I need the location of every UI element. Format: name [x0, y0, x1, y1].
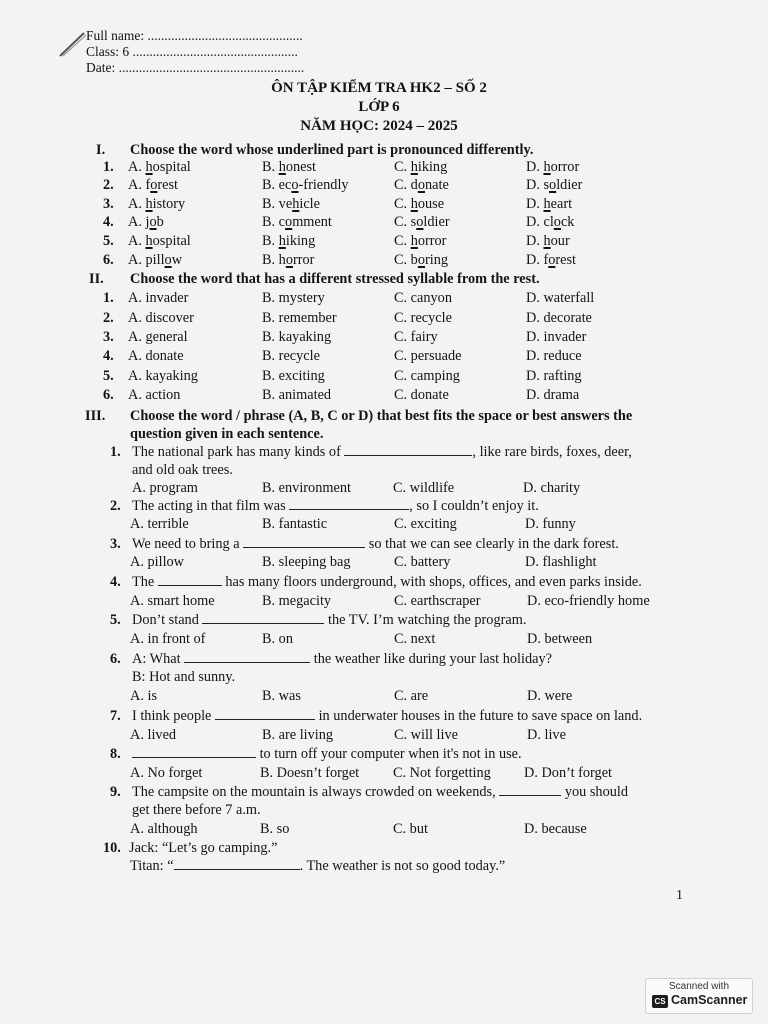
option-text: w	[171, 252, 183, 268]
option-text: ck	[560, 214, 575, 230]
pen-stroke-mark	[58, 30, 88, 58]
option-text: A.	[128, 233, 146, 249]
underlined-part: h	[543, 159, 551, 175]
option-b[interactable]: B. Doesn’t forget	[260, 765, 360, 781]
option-d[interactable]: D. between	[527, 631, 593, 647]
class-line: Class: 6 .................................................	[86, 44, 298, 59]
section-3-heading	[85, 407, 632, 425]
option-text: C. b	[394, 252, 418, 268]
option-c[interactable]: C. recycle	[394, 310, 452, 326]
section-1-number: I.	[96, 142, 106, 158]
option-d[interactable]	[526, 232, 570, 250]
option-text: C. s	[394, 214, 417, 230]
section-2-instruction: Choose the word that has a different stressed syllable from the rest.	[130, 271, 540, 287]
item-number: 5.	[103, 368, 114, 384]
option-a[interactable]: A. kayaking	[128, 368, 198, 384]
option-text: rror	[293, 252, 315, 268]
option-b[interactable]: B. fantastic	[262, 516, 328, 532]
question-1-line2: and old oak trees.	[132, 462, 233, 478]
option-b[interactable]: B. recycle	[262, 348, 320, 364]
option-text: orror	[417, 233, 447, 249]
option-c[interactable]	[394, 232, 446, 250]
option-text: D.	[526, 233, 544, 249]
option-a[interactable]: A. program	[132, 480, 198, 496]
page-number: 1	[676, 888, 683, 903]
section-3-number: III.	[85, 408, 106, 424]
option-text: B. ve	[262, 196, 293, 212]
option-c[interactable]	[394, 158, 447, 176]
option-a[interactable]: A. although	[130, 821, 198, 837]
question-6-line2: B: Hot and sunny.	[132, 669, 236, 685]
section-3-instruction-line1: Choose the word / phrase (A, B, C or D) that best fits the space or best answers the	[130, 408, 633, 424]
option-text: A. pill	[128, 252, 165, 268]
underlined-part: h	[145, 233, 153, 249]
question-text-cont: . The weather is not so good today.”	[299, 858, 506, 874]
option-c[interactable]: C. battery	[394, 554, 451, 570]
option-a[interactable]: A. lived	[130, 727, 177, 743]
camscanner-logo-icon: CS	[652, 995, 668, 1008]
item-number: 4.	[103, 348, 114, 364]
option-b[interactable]	[262, 232, 315, 250]
dialogue-speaker: Titan: “	[130, 858, 174, 874]
option-text: ring	[425, 252, 449, 268]
underlined-part: o	[149, 214, 157, 230]
answer-blank[interactable]	[499, 783, 561, 796]
option-a[interactable]: A. invader	[128, 290, 189, 306]
option-b[interactable]	[262, 213, 332, 231]
option-b[interactable]: B. animated	[262, 387, 332, 403]
option-b[interactable]: B. sleeping bag	[262, 554, 351, 570]
option-b[interactable]: B. so	[260, 821, 290, 837]
option-c[interactable]: C. but	[393, 821, 428, 837]
option-text: D.	[526, 159, 544, 175]
question-text-cont: in underwater houses in the future to save space on land.	[318, 708, 643, 724]
option-c[interactable]: C. earthscraper	[394, 593, 481, 609]
question-number: 3.	[110, 536, 121, 552]
option-text: B. c	[262, 214, 286, 230]
option-b[interactable]: B. are living	[262, 727, 334, 743]
option-text: ospital	[152, 233, 191, 249]
option-d[interactable]: D. live	[527, 727, 566, 743]
option-d[interactable]	[526, 195, 572, 213]
option-text: b	[156, 214, 164, 230]
option-c[interactable]	[394, 176, 449, 194]
option-b[interactable]	[262, 195, 320, 213]
question-text: I think people	[132, 708, 212, 724]
option-a[interactable]	[128, 232, 191, 250]
option-d[interactable]	[526, 158, 579, 176]
question-number: 7.	[110, 708, 121, 724]
option-text: C. d	[394, 177, 418, 193]
option-d[interactable]: D. Don’t forget	[524, 765, 613, 781]
full-name-line: Full name: ..............................................	[86, 28, 303, 43]
option-c[interactable]: C. Not forgetting	[393, 765, 491, 781]
option-text: ospital	[152, 159, 191, 175]
underlined-part: o	[285, 214, 293, 230]
option-b[interactable]: B. on	[262, 631, 293, 647]
option-text: A.	[128, 196, 146, 212]
option-text: orror	[550, 159, 580, 175]
option-text: our	[550, 233, 570, 249]
document-title	[0, 79, 768, 136]
option-text: iking	[417, 159, 448, 175]
underlined-part: o	[417, 252, 425, 268]
option-text: B.	[262, 159, 279, 175]
question-number: 6.	[110, 651, 121, 667]
option-d[interactable]: D. invader	[526, 329, 587, 345]
option-text: onest	[285, 159, 317, 175]
option-d[interactable]: D. rafting	[526, 368, 582, 384]
option-text: icle	[299, 196, 320, 212]
underlined-part: o	[164, 252, 172, 268]
underlined-part: o	[553, 214, 561, 230]
question-text: Jack: “Let’s go camping.”	[129, 840, 278, 856]
option-c[interactable]: C. next	[394, 631, 436, 647]
option-c[interactable]: C. are	[394, 688, 429, 704]
question-text-cont: , so I couldn’t enjoy it.	[409, 498, 539, 514]
underlined-part: o	[150, 177, 158, 193]
question-text-cont: has many floors underground, with shops, offices, and even parks inside.	[225, 574, 642, 590]
option-a[interactable]: A. donate	[128, 348, 184, 364]
option-text: D. s	[526, 177, 550, 193]
question-number: 2.	[110, 498, 121, 514]
underlined-part: o	[416, 214, 424, 230]
option-a[interactable]: A. No forget	[130, 765, 203, 781]
question-number: 9.	[110, 784, 121, 800]
section-1-instruction: Choose the word whose underlined part is pronounced differently.	[130, 142, 534, 158]
option-b[interactable]	[262, 158, 316, 176]
question-text-cont: , like rare birds, foxes, deer,	[472, 444, 632, 460]
option-a[interactable]	[128, 213, 164, 231]
answer-blank[interactable]	[184, 650, 310, 663]
item-number: 6.	[103, 252, 114, 268]
option-a[interactable]: A. in front of	[130, 631, 206, 647]
question-number: 4.	[110, 574, 121, 590]
option-b[interactable]	[262, 251, 314, 269]
option-d[interactable]: D. waterfall	[526, 290, 595, 306]
option-c[interactable]: C. donate	[394, 387, 449, 403]
option-a[interactable]: A. action	[128, 387, 181, 403]
option-c[interactable]	[394, 213, 450, 231]
question-text-cont: the TV. I’m watching the program.	[328, 612, 527, 628]
option-b[interactable]: B. megacity	[262, 593, 332, 609]
option-a[interactable]	[128, 195, 185, 213]
underlined-part: h	[278, 159, 286, 175]
section-1-heading	[96, 141, 533, 159]
scanner-caption: Scanned with	[668, 981, 730, 992]
option-c[interactable]: C. will live	[394, 727, 458, 743]
student-info	[86, 28, 304, 76]
exam-title: ÔN TẬP KIỂM TRA HK2 – SỐ 2	[271, 80, 487, 96]
option-text: D. cl	[526, 214, 554, 230]
question-text: The acting in that film was	[132, 498, 286, 514]
option-c[interactable]	[394, 195, 444, 213]
underlined-part: h	[145, 196, 153, 212]
option-c[interactable]: C. fairy	[394, 329, 438, 345]
option-text: ldier	[556, 177, 583, 193]
underlined-part: h	[292, 196, 300, 212]
option-c[interactable]: C. exciting	[394, 516, 457, 532]
underlined-part: h	[543, 196, 551, 212]
underlined-part: o	[285, 252, 293, 268]
option-b[interactable]: B. was	[262, 688, 301, 704]
item-number: 3.	[103, 329, 114, 345]
option-a[interactable]	[128, 176, 178, 194]
scanner-brand: CamScanner	[671, 993, 748, 1007]
option-a[interactable]	[128, 158, 191, 176]
option-d[interactable]: D. drama	[526, 387, 580, 403]
option-a[interactable]: A. pillow	[130, 554, 185, 570]
option-b[interactable]: B. environment	[262, 480, 351, 496]
answer-blank[interactable]	[202, 611, 324, 624]
option-a[interactable]	[128, 251, 182, 269]
item-number: 5.	[103, 233, 114, 249]
item-number: 4.	[103, 214, 114, 230]
question-10-line2	[130, 857, 505, 875]
underlined-part: h	[410, 159, 418, 175]
underlined-part: h	[278, 233, 286, 249]
question-text: The	[132, 574, 155, 590]
answer-blank[interactable]	[243, 535, 365, 548]
option-d[interactable]: D. decorate	[526, 310, 592, 326]
grade-title: LỚP 6	[358, 99, 400, 115]
answer-blank[interactable]	[174, 857, 300, 870]
question-text-cont: so that we can see clearly in the dark forest.	[368, 536, 619, 552]
option-text: D. f	[526, 252, 549, 268]
question-9-line2: get there before 7 a.m.	[132, 802, 261, 818]
question-number: 10.	[103, 840, 121, 856]
item-number: 3.	[103, 196, 114, 212]
option-d[interactable]: D. charity	[523, 480, 581, 496]
underlined-part: h	[145, 159, 153, 175]
section-2-number: II.	[89, 271, 104, 287]
underlined-part: h	[410, 196, 418, 212]
option-text: A. j	[128, 214, 150, 230]
item-number: 2.	[103, 177, 114, 193]
option-b[interactable]: B. kayaking	[262, 329, 332, 345]
option-text: mment	[292, 214, 332, 230]
option-d[interactable]: D. were	[527, 688, 573, 704]
school-year: NĂM HỌC: 2024 – 2025	[300, 118, 458, 134]
option-text: C.	[394, 196, 411, 212]
option-c[interactable]	[394, 251, 448, 269]
option-c[interactable]: C. wildlife	[393, 480, 455, 496]
option-d[interactable]	[526, 176, 582, 194]
option-text: rest	[157, 177, 179, 193]
option-d[interactable]	[526, 213, 574, 231]
underlined-part: o	[549, 177, 557, 193]
answer-blank[interactable]	[158, 573, 222, 586]
option-text: rest	[555, 252, 577, 268]
option-text: ldier	[423, 214, 450, 230]
question-text-cont: you should	[564, 784, 628, 800]
underlined-part: o	[548, 252, 556, 268]
option-text: C.	[394, 159, 411, 175]
option-c[interactable]: C. camping	[394, 368, 460, 384]
option-text: A. f	[128, 177, 151, 193]
question-text: Don’t stand	[132, 612, 199, 628]
option-b[interactable]: B. mystery	[262, 290, 325, 306]
answer-blank[interactable]	[132, 745, 256, 758]
option-a[interactable]: A. general	[128, 329, 188, 345]
option-d[interactable]: D. flashlight	[525, 554, 597, 570]
option-c[interactable]: C. persuade	[394, 348, 462, 364]
option-a[interactable]: A. is	[130, 688, 158, 704]
question-text: We need to bring a	[132, 536, 240, 552]
option-d[interactable]	[526, 251, 576, 269]
answer-blank[interactable]	[215, 707, 315, 720]
question-number: 1.	[110, 444, 121, 460]
option-d[interactable]: D. eco-friendly home	[527, 593, 650, 609]
option-text: A.	[128, 159, 146, 175]
question-text: The campsite on the mountain is always crowded on weekends,	[132, 784, 496, 800]
option-text: -friendly	[298, 177, 349, 193]
underlined-part: o	[291, 177, 299, 193]
option-text: B.	[262, 233, 279, 249]
question-text: A: What	[132, 651, 181, 667]
item-number: 1.	[103, 159, 114, 175]
option-text: D.	[526, 196, 544, 212]
item-number: 1.	[103, 290, 114, 306]
date-line: Date: .......................................................	[86, 60, 305, 75]
option-text: eart	[550, 196, 573, 212]
question-text-cont: the weather like during your last holiday?	[313, 651, 552, 667]
option-b[interactable]: B. exciting	[262, 368, 325, 384]
answer-blank[interactable]	[289, 497, 409, 510]
question-text-cont: to turn off your computer when it's not in use.	[259, 746, 522, 762]
option-d[interactable]: D. reduce	[526, 348, 582, 364]
option-c[interactable]: C. canyon	[394, 290, 452, 306]
option-text: B. h	[262, 252, 286, 268]
option-a[interactable]: A. discover	[128, 310, 194, 326]
option-text: nate	[425, 177, 449, 193]
option-b[interactable]	[262, 176, 349, 194]
option-d[interactable]: D. funny	[525, 516, 576, 532]
question-number: 5.	[110, 612, 121, 628]
question-text: The national park has many kinds of	[132, 444, 341, 460]
option-text: iking	[285, 233, 316, 249]
section-2-heading	[89, 270, 540, 288]
option-text: istory	[152, 196, 186, 212]
item-number: 2.	[103, 310, 114, 326]
underlined-part: h	[543, 233, 551, 249]
answer-blank[interactable]	[344, 443, 472, 456]
option-a[interactable]: A. terrible	[130, 516, 189, 532]
section-3-heading-line2: question given in each sentence.	[130, 426, 324, 442]
item-number: 6.	[103, 387, 114, 403]
underlined-part: o	[417, 177, 425, 193]
camscanner-watermark	[645, 978, 753, 1014]
option-a[interactable]: A. smart home	[130, 593, 215, 609]
option-text: C.	[394, 233, 411, 249]
option-text: B. ec	[262, 177, 292, 193]
option-text: ouse	[417, 196, 445, 212]
question-number: 8.	[110, 746, 121, 762]
option-b[interactable]: B. remember	[262, 310, 337, 326]
underlined-part: h	[410, 233, 418, 249]
option-d[interactable]: D. because	[524, 821, 587, 837]
